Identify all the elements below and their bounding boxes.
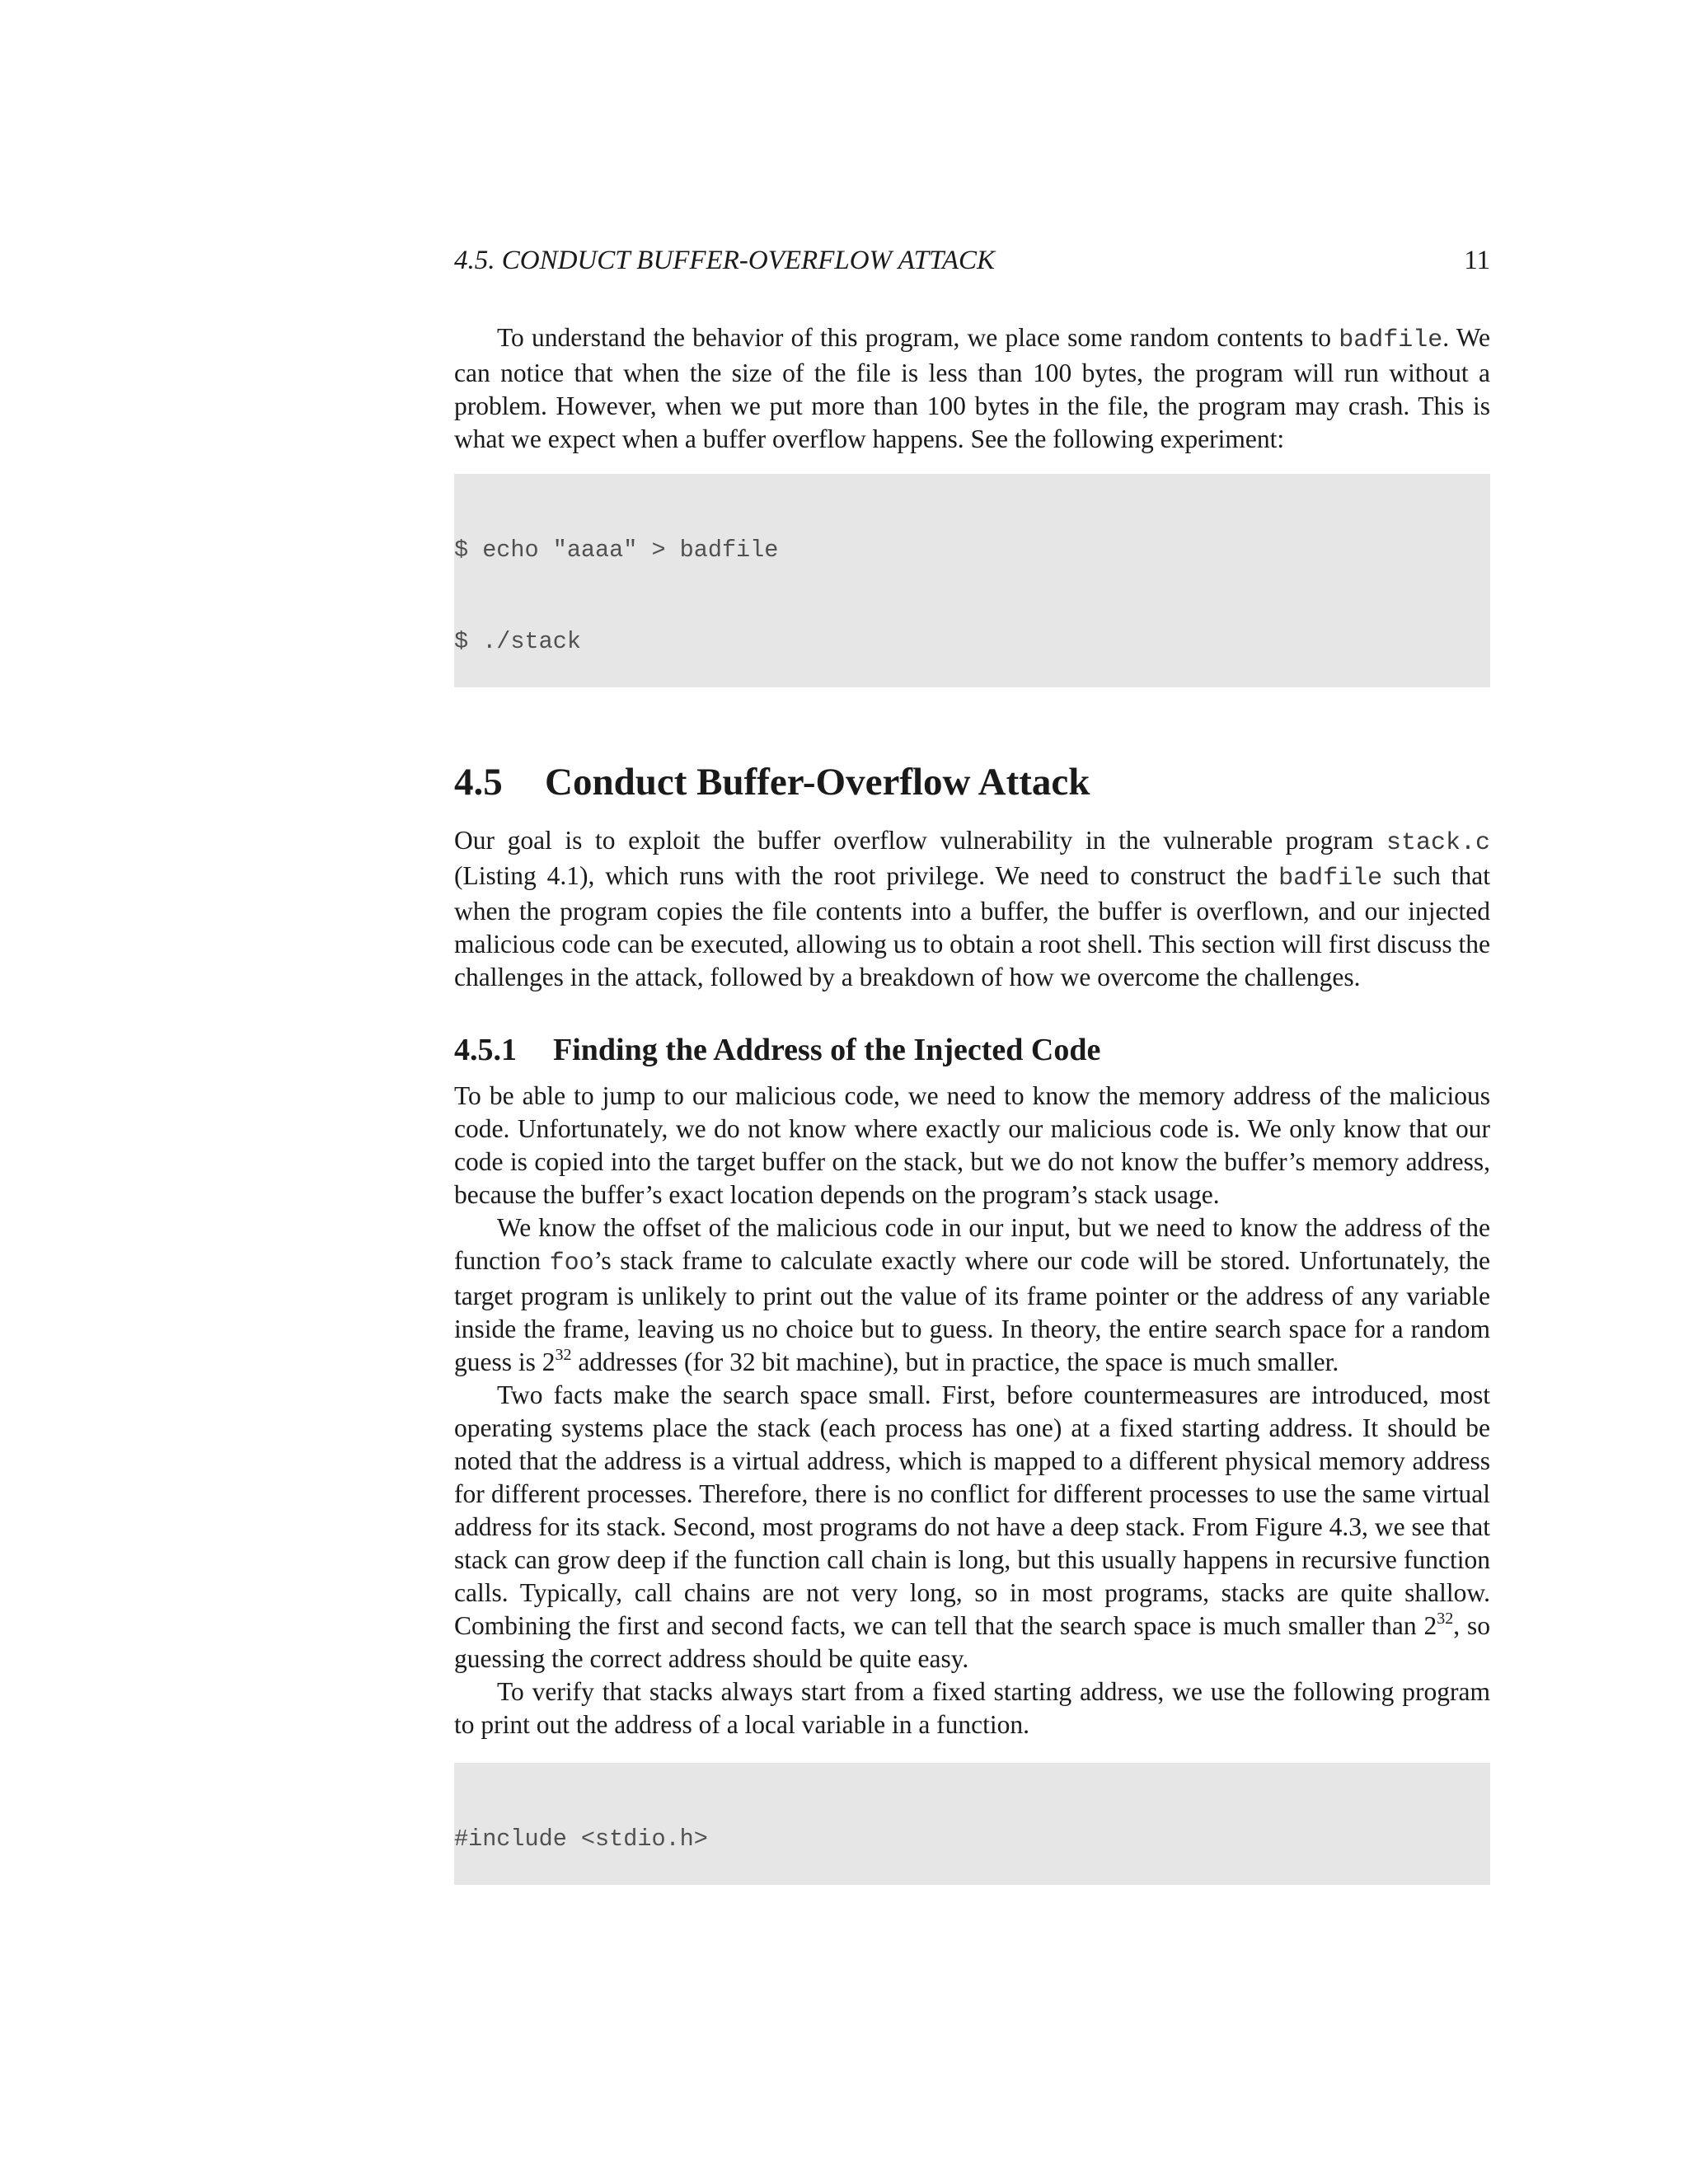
section-paragraph <box>454 824 1490 994</box>
subsection-paragraph-2 <box>454 1212 1490 1379</box>
code-line: $ echo "aaaa" > badfile <box>454 537 779 564</box>
intro-text-2: . We can notice that when the size of the file is less than 100 bytes, the program will run without a problem. However, when we put more than 100 bytes in the file, the program may crash. This is what we expect when a buffer overflow happens. See the following experiment: <box>454 323 1490 453</box>
program-code-block <box>454 1763 1490 1885</box>
section-title: Conduct Buffer-Overflow Attack <box>545 761 1090 804</box>
code-line: $ ./stack <box>454 628 581 655</box>
subsection-number: 4.5.1 <box>454 1033 517 1067</box>
subsection-paragraph-4: To verify that stacks always start from a fixed starting address, we use the following program to print out the address of a local variable in a function. <box>454 1677 1490 1739</box>
running-header <box>454 246 1490 282</box>
section-text-1: Our goal is to exploit the buffer overflow vulnerability in the vulnerable program <box>454 826 1386 855</box>
inline-code-foo: foo <box>549 1249 594 1277</box>
section-number: 4.5 <box>454 761 503 804</box>
p2-text-3: addresses (for 32 bit machine), but in practice, the space is much smaller. <box>571 1347 1339 1376</box>
p2-text-1: We know the offset of the malicious code in our input, but we need to know the address of the function <box>454 1213 1490 1275</box>
running-header-title: 4.5. CONDUCT BUFFER-OVERFLOW ATTACK <box>454 246 996 275</box>
code-line: #include <stdio.h> <box>454 1825 708 1853</box>
subsection-title: Finding the Address of the Injected Code <box>553 1033 1101 1067</box>
intro-text-1: To understand the behavior of this program, we place some random contents to <box>497 323 1339 352</box>
section-text-2: (Listing 4.1), which runs with the root privilege. We need to construct the <box>454 861 1279 890</box>
p3-text-2: , so guessing the correct address should be quite easy. <box>454 1611 1491 1673</box>
section-heading <box>454 760 1490 804</box>
exponent: 32 <box>1437 1610 1454 1628</box>
intro-paragraph <box>454 321 1490 456</box>
p2-text-2: ’s stack frame to calculate exactly where our code will be stored. Unfortunately, the target program is unlikely to print out the value of its frame pointer or the address of any variable inside the frame, leaving us no choice but to guess. In theory, the entire search space for a random guess is 2 <box>454 1246 1490 1376</box>
section-text-3: such that when the program copies the file contents into a buffer, the buffer is overflown, and our injected malicious code can be executed, allowing us to obtain a root shell. This section will first discuss the challenges in the attack, followed by a breakdown of how we overcome the challenges. <box>454 861 1490 991</box>
subsection-paragraph-1: To be able to jump to our malicious code, we need to know the memory address of the malicious code. Unfortunately, we do not know where exactly our malicious code is. We only know that our code is copied into the target buffer on the stack, but we do not know the buffer’s memory address, because the buffer’s exact location depends on the program’s stack usage. <box>454 1081 1490 1209</box>
subsection-heading <box>454 1032 1490 1068</box>
p3-text-1: Two facts make the search space small. First, before countermeasures are introduced, most operating systems place the stack (each process has one) at a fixed starting address. It should be noted that the address is a virtual address, which is mapped to a different physical memory address for different processes. Therefore, there is no conflict for different processes to use the same virtual address for its stack. Second, most programs do not have a deep stack. From Figure 4.3, we see that stack can grow deep if the function call chain is long, but this usually happens in recursive function calls. Typically, call chains are not very long, so in most programs, stacks are quite shallow. Combining the first and second facts, we can tell that the search space is much smaller than 2 <box>454 1380 1490 1640</box>
inline-code-badfile: badfile <box>1278 865 1383 893</box>
inline-code-badfile: badfile <box>1339 326 1443 354</box>
exponent: 32 <box>555 1346 572 1364</box>
page-number: 11 <box>1464 246 1490 275</box>
document-page <box>454 246 1490 1885</box>
inline-code-stack-c: stack.c <box>1386 829 1490 857</box>
subsection-paragraph-3 <box>454 1379 1490 1675</box>
experiment-code-block <box>454 474 1490 687</box>
